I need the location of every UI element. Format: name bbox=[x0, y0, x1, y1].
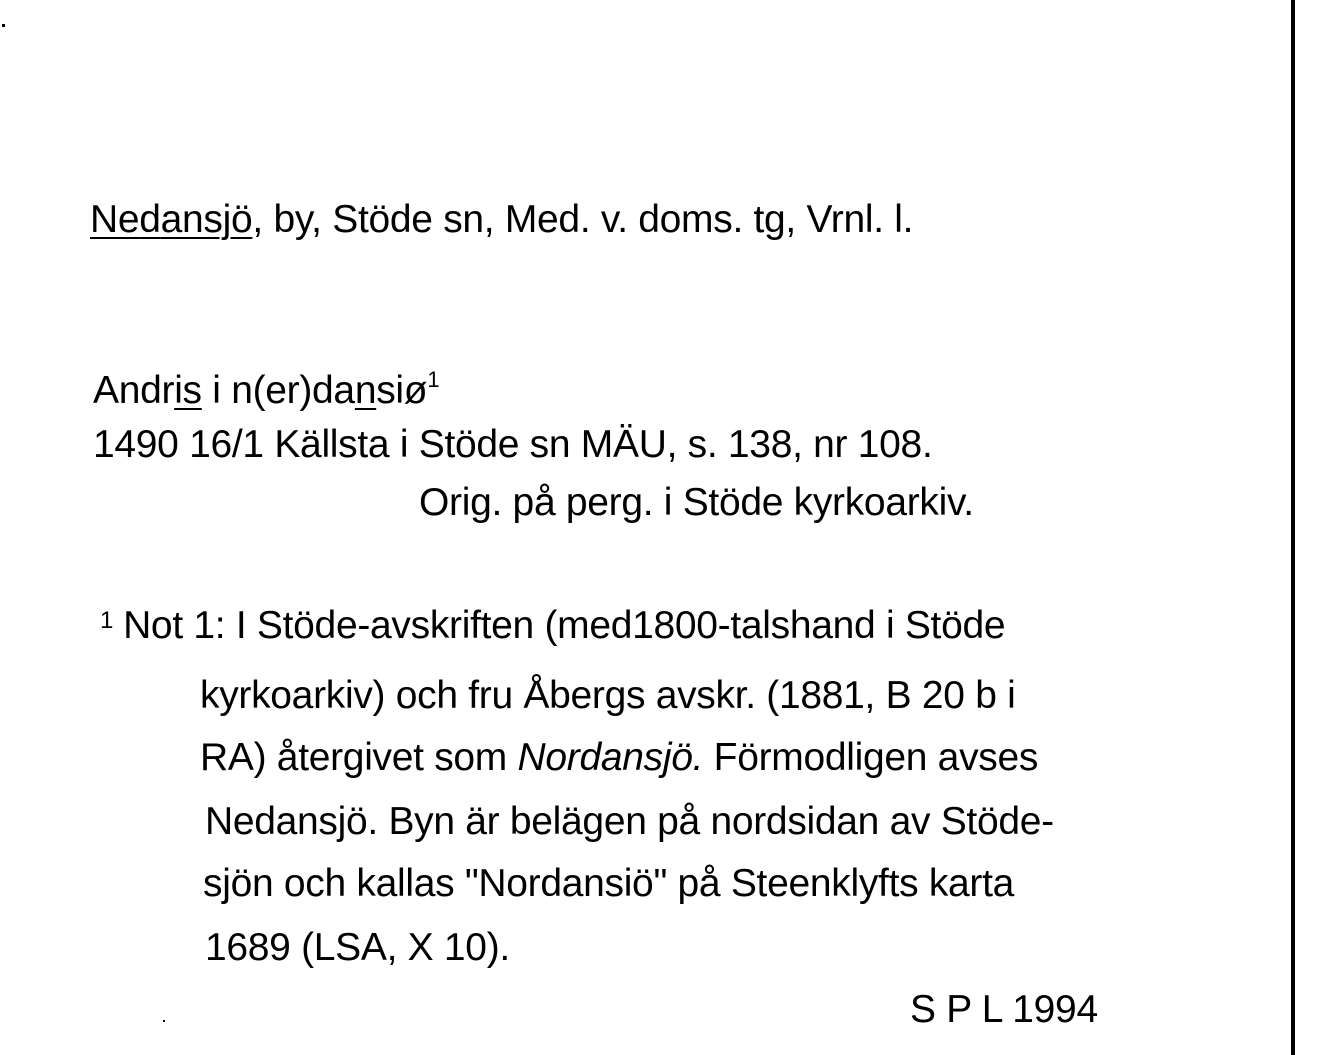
signature: S P L 1994 bbox=[910, 988, 1098, 1031]
footnote-line-4: Nedansjö. Byn är belägen på nordsidan av Stöde- bbox=[205, 800, 1054, 843]
footnote-line-2: kyrkoarkiv) och fru Åbergs avskr. (1881, B 20 b i bbox=[200, 674, 1016, 717]
italic-place-name: Nordansjö. bbox=[517, 736, 704, 779]
footnote-line-6: 1689 (LSA, X 10). bbox=[205, 926, 510, 969]
footnote-reference: 1 bbox=[427, 367, 440, 392]
place-heading bbox=[90, 200, 913, 239]
place-description: , by, Stöde sn, Med. v. doms. tg, Vrnl. l. bbox=[252, 198, 914, 241]
scan-speck bbox=[2, 24, 5, 27]
scan-speck bbox=[163, 1020, 165, 1022]
footnote-line-5: sjön och kallas "Nordansiö" på Steenklyfts karta bbox=[203, 862, 1015, 905]
entry-name-line: Andris i n(er)dansiø$^1$ bbox=[93, 367, 440, 412]
footnote-mark: 1 bbox=[100, 607, 114, 634]
page-border-right bbox=[1291, 0, 1295, 1055]
footnote-line-1: $^1$ Not 1: I Stöde-avskriften (med1800-talshand i Stöde bbox=[100, 604, 1006, 647]
entry-original-line: Orig. på perg. i Stöde kyrkoarkiv. bbox=[419, 481, 974, 524]
place-name-underlined: Nedansjö bbox=[90, 198, 253, 241]
entry-source-line: 1490 16/1 Källsta i Stöde sn MÄU, s. 138, nr 108. bbox=[93, 423, 933, 466]
footnote-line-3: RA) återgivet som Nordansjö. Förmodligen avses bbox=[200, 736, 1039, 779]
